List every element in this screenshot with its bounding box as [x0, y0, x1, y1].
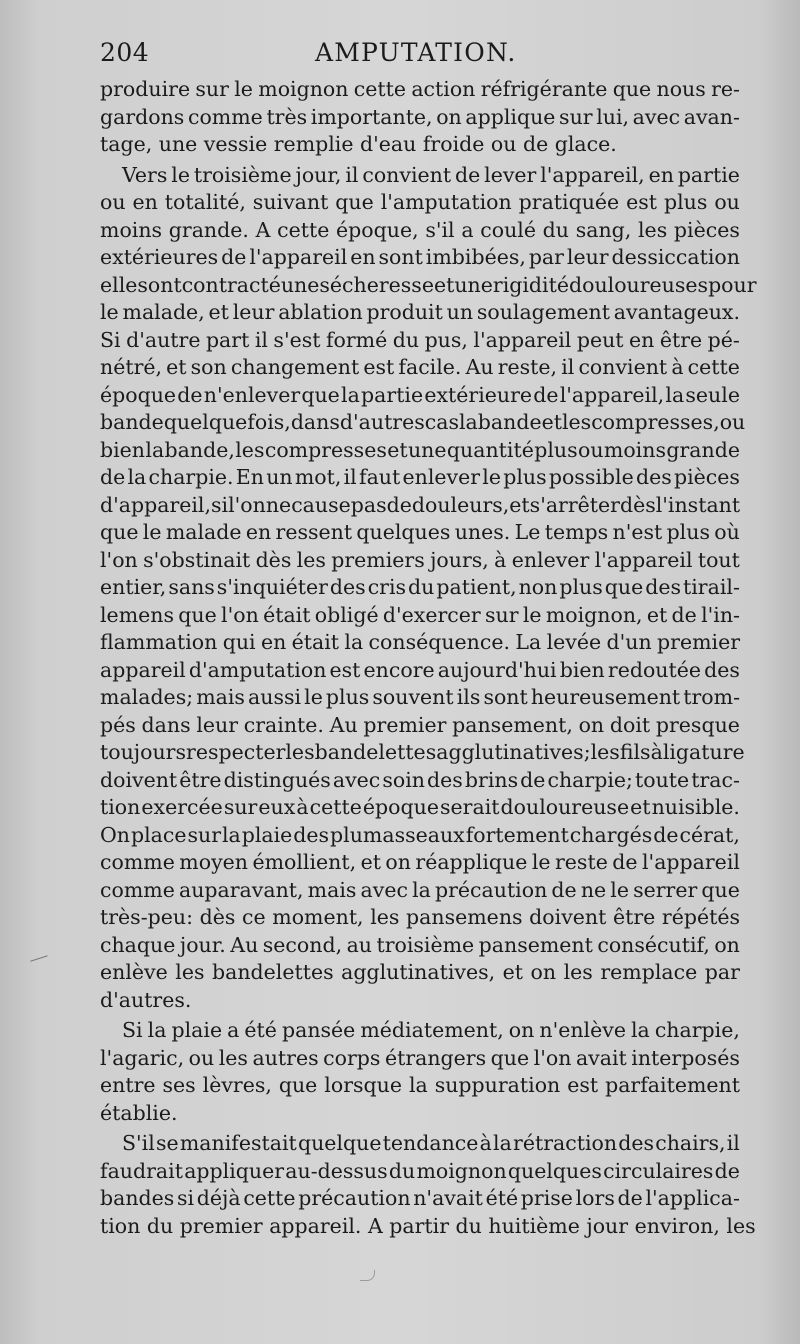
text-line: bien la bande, les compresses et une quantité plus ou moins grande	[100, 437, 740, 462]
text-line: S'il se manifestait quelque tendance à la rétraction des chairs, il	[122, 1131, 740, 1155]
text-line: elles ont contracté une sécheresse et une rigidité douloureuses pour	[100, 272, 757, 297]
text-line: d'appareil, si l'on ne cause pas de douleurs, et s'arrêter dès l'instant	[100, 492, 741, 517]
text-line: Vers le troisième jour, il convient de lever l'appareil, en partie	[122, 162, 740, 187]
text-line: d'autres.	[100, 987, 192, 1012]
text-line: On place sur la plaie des plumasseaux fortement chargés de cérat,	[100, 822, 740, 847]
text-line: tion exercée sur eux à cette époque serait douloureuse et nuisible.	[100, 795, 740, 819]
paragraph	[100, 1130, 756, 1240]
running-title: AMPUTATION.	[315, 38, 517, 67]
body-text	[100, 76, 757, 1240]
text-line: nétré, et son changement est facile. Au reste, il convient à cette	[100, 355, 740, 379]
paper-blemish	[360, 1270, 375, 1281]
text-line: très-peu: dès ce moment, les pansemens doivent être répétés	[100, 905, 740, 929]
text-line: comme auparavant, mais avec la précaution de ne le serrer que	[100, 877, 740, 902]
text-line: malades; mais aussi le plus souvent ils sont heureusement trom-	[100, 685, 740, 709]
text-line: bande quelquefois, dans d'autres cas la bande et les compresses, ou	[100, 410, 746, 434]
text-line: Si la plaie a été pansée médiatement, on n'enlève la charpie,	[122, 1018, 740, 1042]
text-line: enlève les bandelettes agglutinatives, et on les remplace par	[100, 960, 740, 984]
text-line: l'agaric, ou les autres corps étrangers que l'on avait interposés	[100, 1045, 740, 1070]
text-line: doivent être distingués avec soin des brins de charpie; toute trac-	[100, 767, 740, 792]
text-line: Si d'autre part il s'est formé du pus, l'appareil peut en être pé-	[100, 327, 740, 352]
text-line: de la charpie. En un mot, il faut enlever le plus possible des pièces	[100, 465, 740, 489]
text-line: entre ses lèvres, que lorsque la suppuration est parfaitement	[100, 1073, 740, 1097]
text-line: pés dans leur crainte. Au premier pansement, on doit presque	[100, 712, 740, 737]
text-line: établie.	[100, 1100, 178, 1125]
text-line: produire sur le moignon cette action réfrigérante que nous re-	[100, 77, 740, 101]
paragraph	[100, 162, 757, 1015]
text-line: moins grande. A cette époque, s'il a coulé du sang, les pièces	[100, 217, 740, 242]
text-line: extérieures de l'appareil en sont imbibées, par leur dessiccation	[100, 245, 740, 269]
text-line: tage, une vessie remplie d'eau froide ou de glace.	[100, 132, 617, 156]
text-line: époque de n'enlever que la partie extérieure de l'appareil, la seule	[100, 382, 740, 407]
text-line: chaque jour. Au second, au troisième pansement consécutif, on	[100, 932, 740, 957]
text-line: appareil d'amputation est encore aujourd'hui bien redoutée des	[100, 657, 740, 682]
text-line: entier, sans s'inquiéter des cris du patient, non plus que des tirail-	[100, 575, 740, 599]
text-line: l'on s'obstinait dès les premiers jours, à enlever l'appareil tout	[100, 547, 740, 572]
text-line: toujours respecter les bandelettes agglutinatives; les fils à ligature	[100, 740, 745, 764]
text-line: ou en totalité, suivant que l'amputation pratiquée est plus ou	[100, 190, 740, 214]
text-line: tion du premier appareil. A partir du huitième jour environ, les	[100, 1213, 756, 1238]
paragraph	[100, 1017, 740, 1127]
margin-pencil-mark	[30, 955, 47, 962]
text-line: bandes si déjà cette précaution n'avait été prise lors de l'applica-	[100, 1186, 740, 1210]
text-line: que le malade en ressent quelques unes. Le temps n'est plus où	[100, 520, 740, 544]
text-line: faudrait appliquer au-dessus du moignon quelques circulaires de	[100, 1158, 740, 1183]
text-line: le malade, et leur ablation produit un soulagement avantageux.	[100, 300, 740, 324]
text-line: flammation qui en était la conséquence. La levée d'un premier	[100, 630, 740, 654]
page-header	[100, 38, 740, 72]
text-line: lemens que l'on était obligé d'exercer sur le moignon, et de l'in-	[100, 602, 740, 627]
page-number: 204	[100, 38, 150, 67]
paragraph	[100, 76, 740, 159]
text-line: gardons comme très importante, on applique sur lui, avec avan-	[100, 104, 740, 129]
text-line: comme moyen émollient, et on réapplique le reste de l'appareil	[100, 850, 740, 874]
